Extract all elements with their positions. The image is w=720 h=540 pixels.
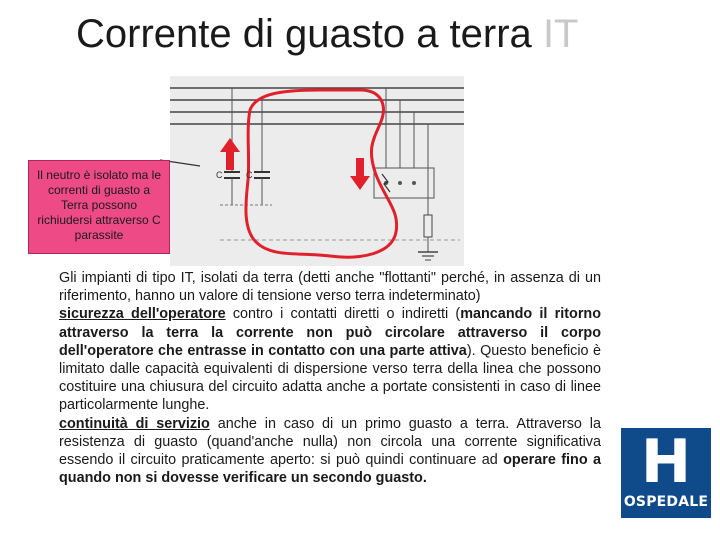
title-main: Corrente di guasto a terra [76, 12, 532, 56]
logo-letter: H [640, 427, 692, 497]
paragraph-3-text-1: anche in caso di un primo guasto a terra. Attraverso la resistenza di guasto (quand'anche nulla) non circola una corrente significativa essendo il circuito praticamente aperto: si può quindi continuare ad [59, 415, 601, 469]
paragraph-2-bold: mancando il ritorno attraverso la terra la corrente non può circolare attraverso il corpo dell'operatore che entrasse in contatto con una parte attiva [59, 306, 602, 359]
paragraph-1: Gli impianti di tipo IT, isolati da terra (detti anche "flottanti" perché, in assenza di un riferimento, hanno un valore di tensione verso terra indeterminato) [59, 270, 601, 305]
logo-label: OSPEDALE [623, 494, 709, 510]
it-system-diagram [160, 70, 470, 270]
diagram-background [170, 76, 464, 266]
paragraph-2-text-2: ). Questo beneficio è limitato dalle capacità equivalenti di dispersione verso terra della linea che possono costituire una chiusura del circuito adatta anche a portate consistenti in caso di linee particolarmente lunghe. [59, 342, 602, 414]
paragraph-3-bold: operare fino a quando non si dovesse verificare un secondo guasto. [59, 452, 601, 487]
page-title [76, 12, 578, 57]
callout-box [28, 160, 170, 254]
body-text [59, 269, 601, 487]
capacitor-label-1: C [216, 170, 223, 180]
title-accent: IT [542, 12, 579, 56]
hospital-logo [621, 428, 711, 518]
paragraph-2-text-1: contro i contatti diretti o indiretti ( [225, 306, 461, 323]
highlight-safety: sicurezza dell'operatore [59, 306, 226, 323]
capacitor-label-2: C [246, 170, 253, 180]
callout-text: Il neutro è isolato ma le correnti di guasto a Terra possono richiudersi attraverso C parassite [36, 168, 162, 242]
highlight-continuity: continuità di servizio [59, 415, 210, 432]
